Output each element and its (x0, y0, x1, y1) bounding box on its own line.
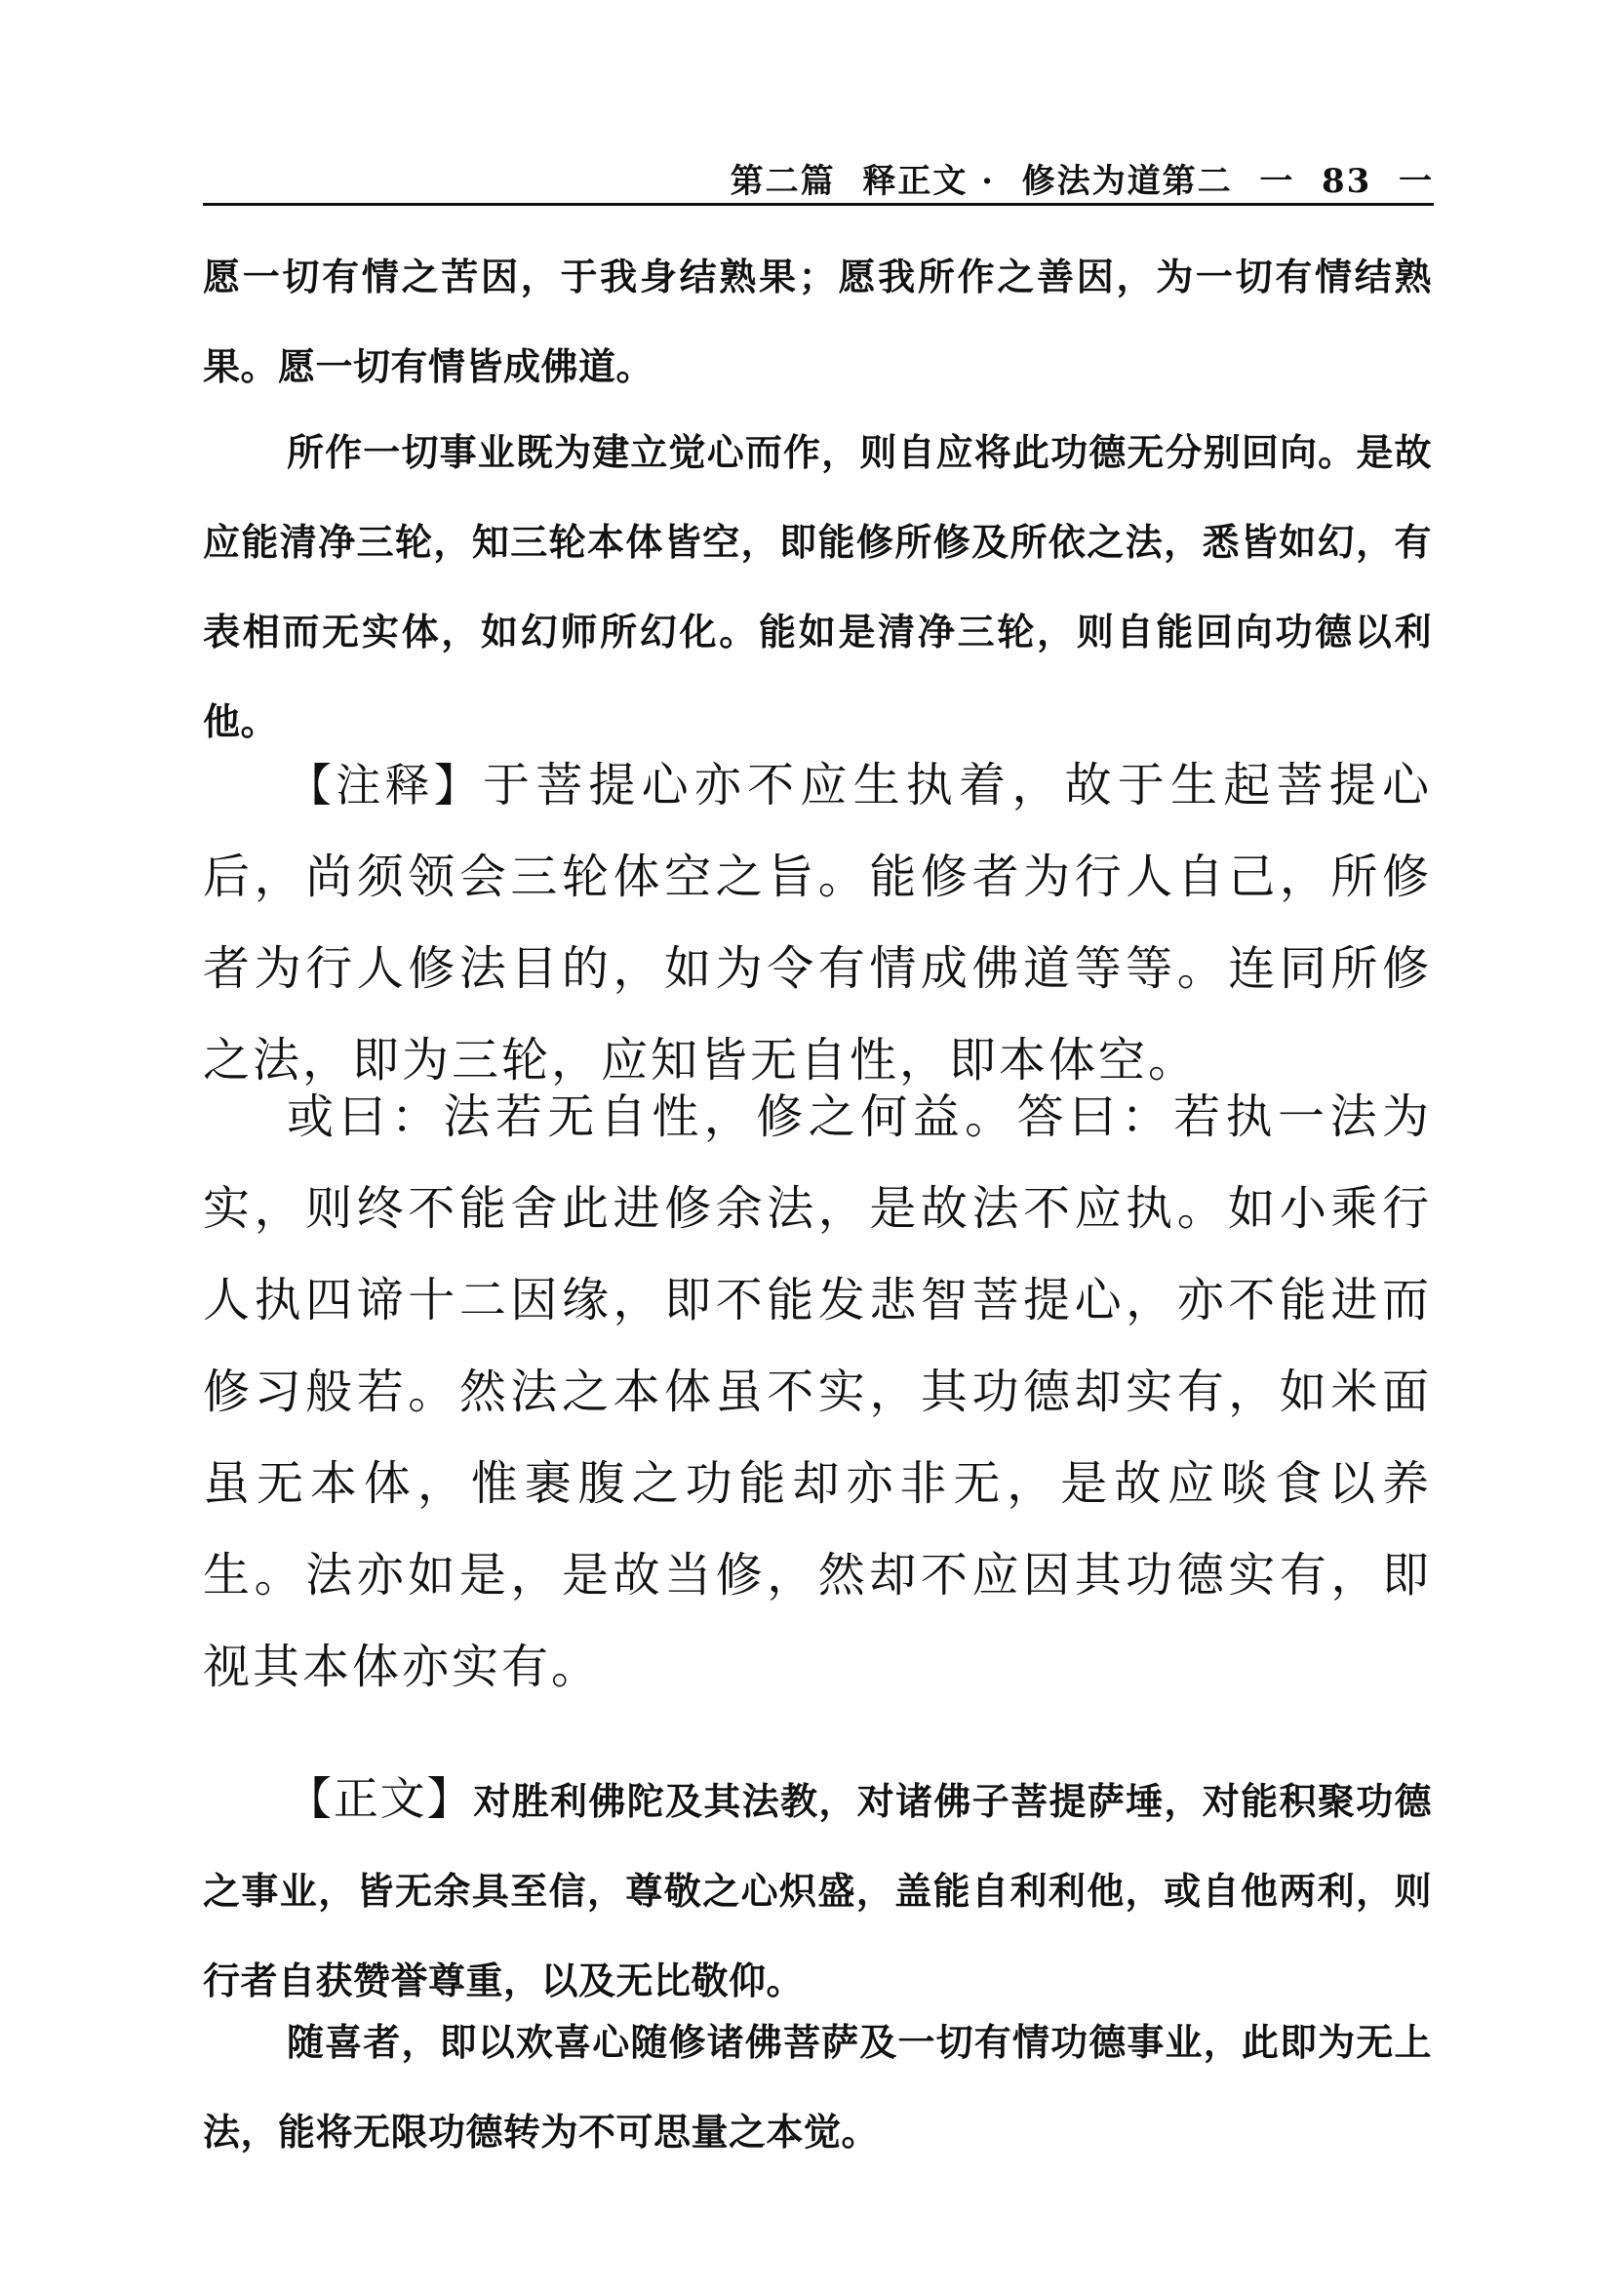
paragraph-dedication: 所作一切事业既为建立觉心而作，则自应将此功德无分别回向。是故应能清净三轮，知三轮本体皆空，即能修所修及所依之法，悉皆如幻，有表相而无实体，如幻师所幻化。能如是清净三轮，则自能回向功德以利他。 (203, 431, 1432, 743)
paragraph-rejoicing: 随喜者，即以欢喜心随修诸佛菩萨及一切有情功德事业，此即为无上法，能将无限功德转为不可思量之本觉。 (203, 2021, 1432, 2154)
paragraph-main-text (203, 1754, 1432, 2026)
commentary-text: 于菩提心亦不应生执着，故于生起菩提心后，尚须领会三轮体空之旨。能修者为行人自己，所修者为行人修法目的，如为令有情成佛道等等。连同所修之法，即为三轮，应知皆无自性，即本体空。 (203, 758, 1432, 1088)
running-header (203, 154, 1434, 206)
main-text-label: 【正文】 (287, 1772, 474, 1825)
paragraph-qa: 或曰：法若无自性，修之何益。答曰：若执一法为实，则终不能舍此进修余法，是故法不应执。如小乘行人执四谛十二因缘，即不能发悲智菩提心，亦不能进而修习般若。然法之本体虽不实，其功德却实有，如米面虽无本体，惟裹腹之功能却亦非无，是故应啖食以养生。法亦如是，是故当修，然却不应因其功德实有，即视其本体亦实有。 (203, 1089, 1432, 1694)
main-text-text: 对胜利佛陀及其法教，对诸佛子菩提萨埵，对能积聚功德之事业，皆无余具至信，尊敬之心炽盛，盖能自利利他，或自他两利，则行者自获赞誉尊重，以及无比敬仰。 (203, 1780, 1432, 2002)
commentary-label: 【注释】 (287, 759, 483, 812)
paragraph-commentary (203, 739, 1432, 1106)
paragraph-vow: 愿一切有情之苦因，于我身结熟果；愿我所作之善因，为一切有情结熟果。愿一切有情皆成佛道。 (203, 256, 1432, 388)
running-head-text: 第二篇 释正文 · 修法为道第二 一 83 一 (730, 162, 1434, 201)
